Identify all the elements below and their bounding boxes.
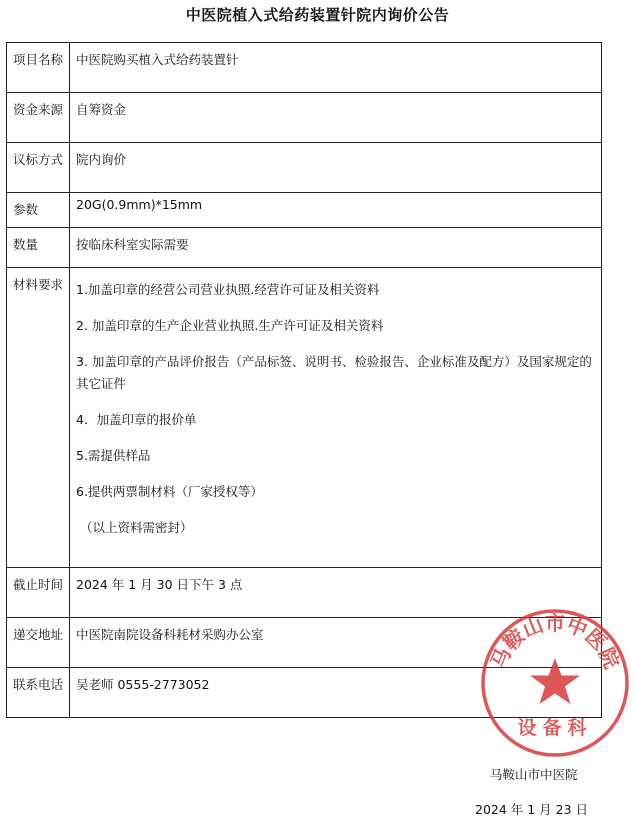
table-row <box>7 43 602 93</box>
deadline-value: 2024 年 1 月 30 日下午 3 点 <box>70 568 602 618</box>
deadline-label: 截止时间 <box>7 568 70 618</box>
contact-label: 联系电话 <box>7 668 70 718</box>
issuer-name: 马鞍山市中医院 <box>490 767 578 782</box>
bid-method-label: 议标方式 <box>7 143 70 193</box>
list-item: 5.需提供样品 <box>76 448 151 463</box>
project-name-label: 项目名称 <box>7 43 70 93</box>
address-value: 中医院南院设备科耗材采购办公室 <box>70 618 602 668</box>
official-seal <box>478 606 632 760</box>
table-row <box>7 193 602 228</box>
seal-top-text: 马鞍山市中医院 <box>485 610 625 673</box>
funding-source-value: 自筹资金 <box>70 93 602 143</box>
table-row <box>7 268 602 568</box>
quantity-label: 数量 <box>7 228 70 268</box>
list-item: 6.提供两票制材料（厂家授权等） <box>76 484 263 499</box>
table-row <box>7 228 602 268</box>
contact-value: 吴老师 0555-2773052 <box>70 668 602 718</box>
list-item: （以上资料需密封） <box>80 520 193 535</box>
list-item: 2. 加盖印章的生产企业营业执照.生产许可证及相关资料 <box>76 318 384 333</box>
params-value: 20G(0.9mm)*15mm <box>70 193 602 228</box>
table-row <box>7 143 602 193</box>
list-item: 3. 加盖印章的产品评价报告（产品标签、说明书、检验报告、企业标准及配方）及国家规定的其它证件 <box>76 354 592 391</box>
bid-method-value: 院内询价 <box>70 143 602 193</box>
materials-list <box>70 268 602 568</box>
materials-label: 材料要求 <box>7 268 70 568</box>
page-title: 中医院植入式给药装置针院内询价公告 <box>185 6 450 24</box>
table-row <box>7 93 602 143</box>
project-name-value: 中医院购买植入式给药装置针 <box>70 43 602 93</box>
star-icon <box>530 658 580 704</box>
params-label: 参数 <box>7 193 70 228</box>
address-label: 递交地址 <box>7 618 70 668</box>
seal-bottom-text: 设备科 <box>517 717 593 739</box>
issue-date: 2024 年 1 月 23 日 <box>475 802 589 817</box>
quantity-value: 按临床科室实际需要 <box>70 228 602 268</box>
list-item: 1.加盖印章的经营公司营业执照.经营许可证及相关资料 <box>76 282 380 297</box>
list-item: 4．加盖印章的报价单 <box>76 412 197 427</box>
funding-source-label: 资金来源 <box>7 93 70 143</box>
